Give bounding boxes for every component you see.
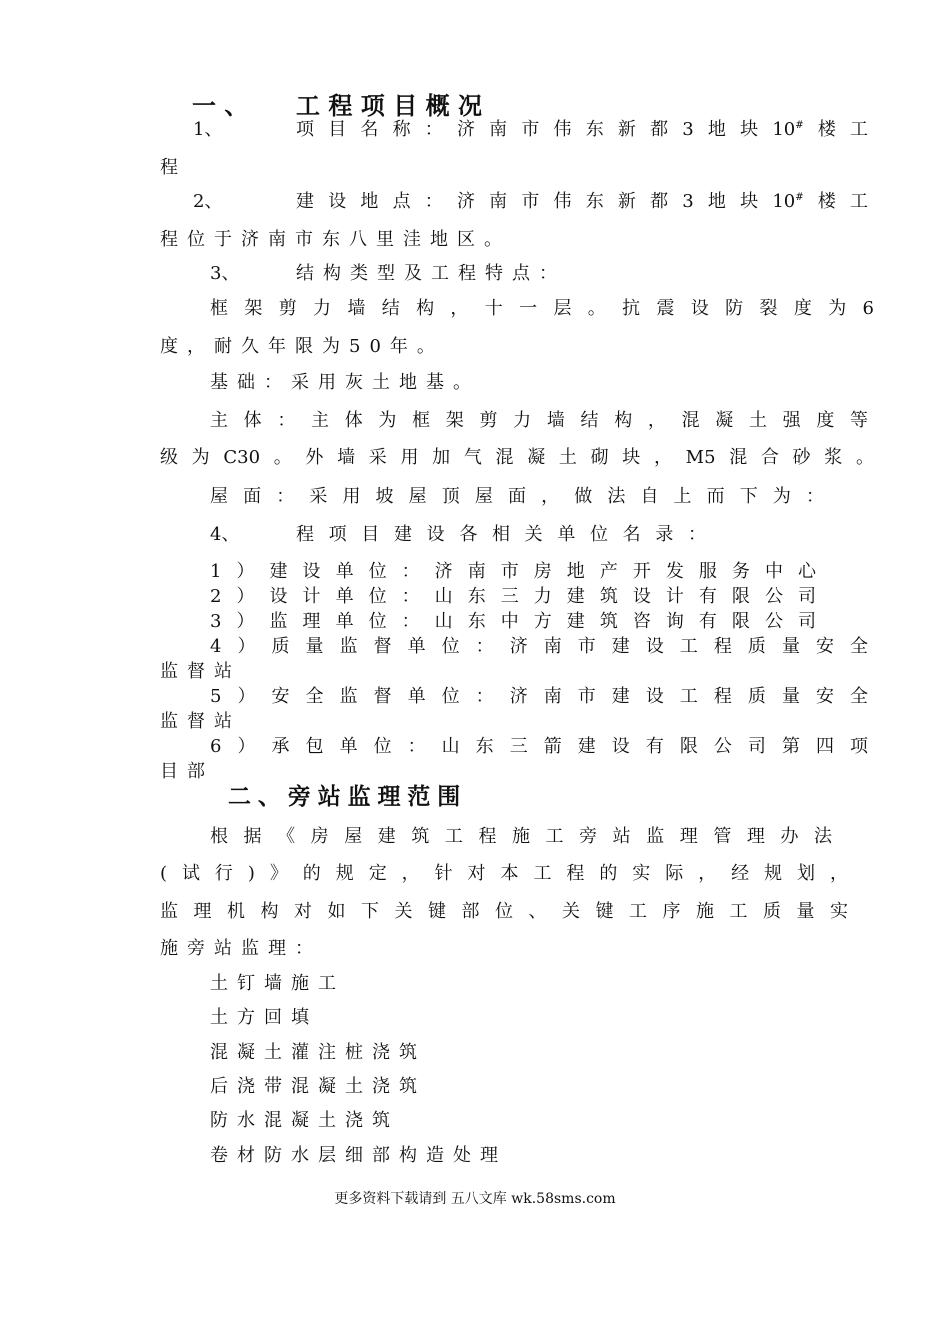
section1-heading-number: 一、 bbox=[192, 92, 257, 120]
roof-text: 屋面：采用坡屋顶屋面，做法自上而下为： bbox=[210, 486, 824, 507]
item1-text-b: 楼工 bbox=[803, 119, 869, 140]
item1-number: 1、 bbox=[193, 119, 223, 140]
unit-item-6: 6）承包单位：山东三箭建设有限公司第四项 bbox=[210, 736, 868, 757]
item2-continuation: 程位于济南市东八里洼地区。 bbox=[160, 229, 511, 250]
scope-item-6: 卷材防水层细部构造处理 bbox=[210, 1145, 507, 1166]
item4-text: 程项目建设各相关单位名录： bbox=[296, 524, 706, 545]
foundation-text: 基础：采用灰土地基。 bbox=[210, 372, 480, 393]
section2-para-line1: 根据《房屋建筑工程施工旁站监理管理办法 bbox=[210, 826, 832, 847]
item1-continuation: 程 bbox=[160, 157, 178, 178]
unit-item-2: 2）设计单位：山东三力建筑设计有限公司 bbox=[210, 586, 816, 607]
item3-text: 结构类型及工程特点： bbox=[296, 263, 566, 284]
item2-text-b: 楼工 bbox=[803, 191, 869, 212]
item1-text bbox=[296, 119, 868, 141]
unit-item-5-continuation: 监督站 bbox=[160, 711, 241, 732]
main-structure-line2: 级为C30。外墙采用加气混凝土砌块，M5混合砂浆。 bbox=[160, 447, 874, 468]
scope-item-2: 土方回填 bbox=[210, 1007, 318, 1028]
section1-heading: 工程项目概况 bbox=[296, 92, 491, 120]
item2-sup: # bbox=[795, 192, 804, 203]
scope-item-4: 后浇带混凝土浇筑 bbox=[210, 1076, 426, 1097]
item2-number: 2、 bbox=[193, 191, 223, 212]
section2-para-line4: 施旁站监理： bbox=[160, 938, 322, 959]
unit-item-6-continuation: 目部 bbox=[160, 761, 214, 782]
item4-number: 4、 bbox=[210, 524, 240, 545]
item1-text-a: 项目名称：济南市伟东新都3地块10 bbox=[296, 119, 796, 140]
unit-item-1: 1）建设单位：济南市房地产开发服务中心 bbox=[210, 561, 816, 582]
scope-item-1: 土钉墙施工 bbox=[210, 973, 345, 994]
unit-item-5: 5）安全监督单位：济南市建设工程质量安全 bbox=[210, 686, 868, 707]
unit-item-3: 3）监理单位：山东中方建筑咨询有限公司 bbox=[210, 611, 816, 632]
section2-para-line2: (试行)》的规定，针对本工程的实际，经规划， bbox=[160, 863, 848, 884]
main-structure-line1: 主体：主体为框架剪力墙结构，混凝土强度等 bbox=[210, 410, 868, 431]
section2-para-line3: 监理机构对如下关键部位、关键工序施工质量实 bbox=[160, 901, 848, 922]
item3-number: 3、 bbox=[210, 263, 240, 284]
item2-text bbox=[296, 191, 868, 213]
scope-item-5: 防水混凝土浇筑 bbox=[210, 1110, 399, 1131]
unit-item-4-continuation: 监督站 bbox=[160, 661, 241, 682]
section2-heading: 二、旁站监理范围 bbox=[228, 784, 468, 810]
scope-item-3: 混凝土灌注桩浇筑 bbox=[210, 1042, 426, 1063]
item1-sup: # bbox=[795, 120, 804, 131]
structure-line2: 度，耐久年限为50年。 bbox=[160, 336, 444, 357]
structure-line1: 框架剪力墙结构，十一层。抗震设防裂度为6 bbox=[210, 298, 874, 319]
unit-item-4: 4）质量监督单位：济南市建设工程质量安全 bbox=[210, 636, 868, 657]
footer-download-text: 更多资料下载请到 五八文库 wk.58sms.com bbox=[334, 1191, 616, 1207]
item2-text-a: 建设地点：济南市伟东新都3地块10 bbox=[296, 191, 796, 212]
